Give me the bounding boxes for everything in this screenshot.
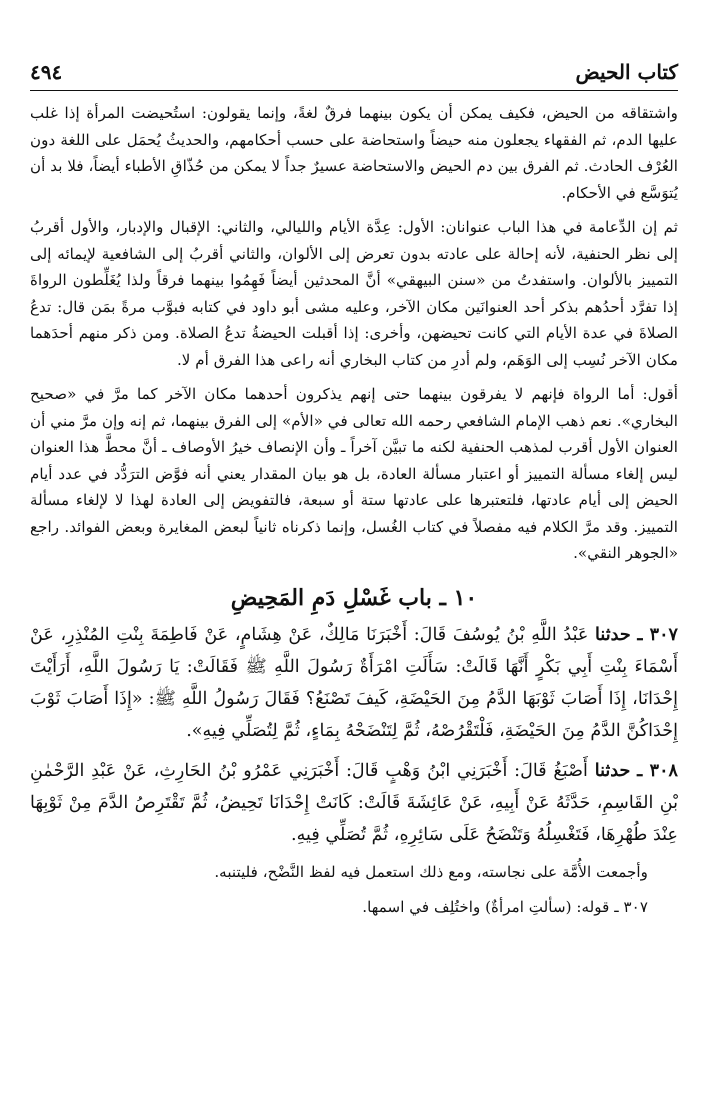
hadith-number: ٣٠٨ ـ	[637, 759, 678, 781]
note-2: ٣٠٧ ـ قوله: (سألتِ امرأةٌ) واختُلِف في اسمها.	[362, 897, 648, 916]
page-body	[30, 100, 678, 921]
hadith-number: ٣٠٧ ـ	[637, 623, 678, 645]
note-1: وأجمعت الأُمَّة على نجاسته، ومع ذلك استعمل فيه لفظ النَّضْح، فليتنبه.	[214, 862, 648, 881]
commentary-paragraph-2: ثم إن الدِّعامة في هذا الباب عنوانان: الأول: عِدَّة الأيام والليالي، والثاني: الإقبال والإدبار، والأول أقربُ إلى نظر الحنفية، لأنه إحالة على عادته بدون تعرض إلى الألوان، والثاني أقربُ إلى الشافعية لإيمائه إلى التمييز بالألوان. واستفدتُ من «سنن البيهقي» أنَّ المحدثين أيضاً فَهِمُوا بينهما فرقاً ولذا يُغَلِّطون الرواةَ إذا تفرَّد أحدُهم بذكر أحد العنوانَين مكان الآخر، وعليه مشى أبو داود في كتابه فبوَّب مرةً بمَن قال: تدعُ الصلاةَ في عدة الأيام التي كانت تحيضهن، وأخرى: إذا أقبلت الحيضةُ تدعُ الصلاة. ومن ذكر منهم أحدَهما مكان الآخر نُسِب إلى الوَهَم، ولم أدرِ من كتاب البخاري أنه راعى هذا الفرق أم لا.	[30, 218, 678, 369]
commentary-paragraph-1: واشتقاقه من الحيض، فكيف يمكن أن يكون بينهما فرقٌ لغةً، وإنما يقولون: استُحيضت المرأة إذا غلب عليها الدم، ثم الفقهاء يجعلون منه حيضاً واستحاضة على حسب أحكامهم، والحديثُ يُحمَل على اللغة دون العُرْف الحادث. ثم الفرق بين دم الحيض والاستحاضة عسيرٌ جداً لا يمكن من حُذّاقِ الأطباء أيضاً، فلا بد أن يُتوَسَّع في الأحكام.	[30, 104, 678, 202]
page-header	[30, 56, 678, 91]
hadith-308	[30, 755, 678, 851]
chapter-title: ١٠ ـ باب غَسْلِ دَمِ المَحِيضِ	[230, 584, 478, 611]
hadith-opening: حدثنا	[594, 759, 631, 781]
hadith-opening: حدثنا	[595, 623, 631, 645]
hadith-text: عَبْدُ اللَّهِ بْنُ يُوسُفَ قَالَ: أَخْبَرَنَا مَالِكٌ، عَنْ هِشَامٍ، عَنْ فَاطِمَةَ بِنْتِ المُنْذِرِ، عَنْ أَسْمَاءَ بِنْتِ أَبِي بَكْرٍ أَنَّهَا قَالَتْ: سَأَلَتِ امْرَأَةٌ رَسُولَ اللَّهِ ﷺ فَقَالَتْ: يَا رَسُولَ اللَّهِ، أَرَأَيْتَ إِحْدَانَا، إِذَا أَصَابَ ثَوْبَهَا الدَّمُ مِنَ الحَيْضَةِ، كَيفَ تَصْنَعُ؟ فَقَالَ رَسُولُ اللَّهِ ﷺ: «إِذَا أَصَابَ ثَوْبَ إِحْدَاكُنَّ الدَّمُ مِنَ الحَيْضَةِ، فَلْتَقْرُصْهُ، ثُمَّ لِتَنْضَحْهُ بِمَاءٍ، ثُمَّ لِتُصَلِّي فِيهِ».	[30, 624, 678, 741]
commentary-paragraph-3: أقول: أما الرواة فإنهم لا يفرقون بينهما حتى إنهم يذكرون أحدهما مكان الآخر كما مرَّ في «صحيح البخاري». نعم ذهب الإمام الشافعي رحمه الله تعالى في «الأم» إلى الفرق بينهما، ثم إنه وإن مرَّ مني أن العنوان الأول أقرب لمذهب الحنفية لكنه ما تبيَّن آخراً ـ وأن الإنصاف خيرُ الأوصاف ـ أنَّ محطَّ هذا العنوان ليس إلغاء مسألة التمييز أو اعتبار مسألة العادة، بل هو بيان المقدار يعني أنه فوَّض الترَدُّد في عدد أيام الحيض إلى أيام عادتها، فلتعتبرها على عادتها ستة أو سبعة، فالتفويض إلى العادة لهذا لا لإلغاء مسألة التمييز. وقد مرَّ الكلام فيه مفصلاً في كتاب الغُسل، وإنما ذكرناه ثانياً لبعض المغايرة وبعض الفوائد. راجع «الجوهر النقي».	[30, 385, 678, 562]
running-title: كتاب الحيض	[575, 60, 678, 84]
hadith-307	[30, 619, 678, 747]
hadith-text: أَصْبَغُ قَالَ: أَخْبَرَنِي ابْنُ وَهْبٍ قَالَ: أَخْبَرَنِي عَمْرُو بْنُ الحَارِثِ، عَنْ عَبْدِ الرَّحْمٰنِ بْنِ القَاسِمِ، حَدَّثَهُ عَنْ أَبِيهِ، عَنْ عَائِشَةَ قَالَتْ: كَانَتْ إِحْدَانَا تَحِيضُ، ثُمَّ تَقْتَرِصُ الدَّمَ مِنْ ثَوْبِهَا عِنْدَ طُهْرِهَا، فَتَغْسِلُهُ وَتَنْضَحُ عَلَى سَائِرِهِ، ثُمَّ تُصَلِّي فِيهِ.	[30, 760, 678, 845]
page-number: ٤٩٤	[30, 60, 63, 84]
